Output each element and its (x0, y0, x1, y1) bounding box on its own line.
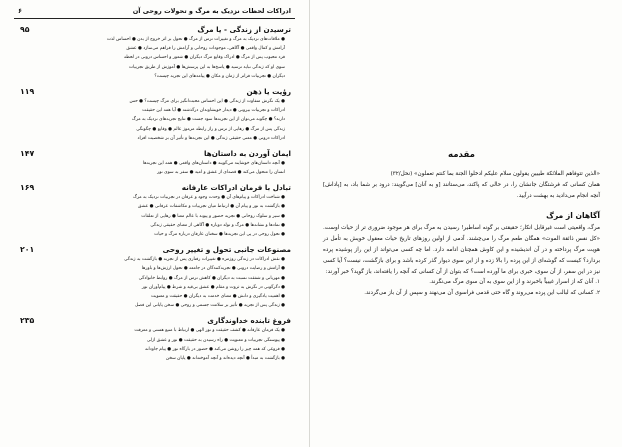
running-header (14, 6, 295, 19)
toc-subtopic-line: ● اهمیت یادگیری و دانش ● معنای خدمت به دیگران ● حقیقت و معنویت (150, 293, 285, 299)
toc-subtopic-line: سوی او که زندگی نباید ترسید ● پاسخ‌ها به این پرسش‌ها ● آموزش از طریق تجربیات (128, 64, 285, 70)
toc-page-number: ۲۰۱ (20, 245, 35, 255)
toc-chapter-title: رؤیت یا ذهن (246, 86, 291, 96)
toc-entry-header (20, 182, 291, 193)
list-item: ۱. آنان که از اسرار غیبیاً باخبرند و از این سوی به آن سوی مرگ می‌نگرند. (429, 279, 600, 286)
toc-subtopic-line: ● ملاقات‌های نزدیک به مرگ و تغییرات ترس از مرگ ● تحول بر اثر خروج از بدن ● احساس لذت (106, 37, 285, 42)
section-heading: آگاهان از مرگ (546, 211, 600, 221)
toc-subtopic-line: ● یک فرمان عارفانه ● کشف حقیقت و نور الهی ● ارتباط با منبع هستی و معرفت (134, 328, 285, 334)
toc-section (20, 86, 291, 143)
toc-chapter-title: مصنوعات جانبی تحول و تغییر روحی (162, 245, 291, 255)
toc-entry-header (20, 148, 291, 159)
toc-section (20, 315, 291, 363)
toc-page-number: ۲۳۵ (20, 316, 35, 326)
toc-page-number: ۱۱۹ (20, 86, 35, 96)
toc-entry-header (20, 244, 291, 255)
introduction (323, 150, 600, 299)
toc-subtopic-line: ادراکات درونی ● معنی حقیقی زندگی ● این تجربه‌ها و تأثیر آن بر شخصیت افراد (137, 135, 285, 141)
toc-chapter-title: تبادل با فرمان ادراکات عارفانه (181, 183, 291, 193)
page-number: ۶ (18, 7, 22, 15)
running-header-title: ادراکات لحظات نزدیک به مرگ و تحولات روحی آن (132, 7, 291, 15)
toc-subtopic-line: ● آرامش و رضایت درونی ● تجربه‌کنندگان در جامعه ● تحول ارزش‌ها و باورها (141, 266, 285, 272)
toc-chapter-title: ترسیدن از زندگی - یا مرگ (197, 25, 291, 34)
introduction-title: مقدمه (447, 150, 475, 160)
toc-subtopic-line: ● آنچه داستان‌های خوشایند می‌گویند ● داستان‌های واقعی ● همه این تجربه‌ها (142, 160, 285, 166)
toc-subtopic-line: ● بازگشت به نور و پیام آن ● ارتباط میان تجربیات و مکاشفات عرفانی ● عشق (138, 204, 285, 210)
toc-subtopic-line: فرد محبوب پس از مرگ ● ادراک وقایع مرگ دیگران ● شعور و احساس درونی در لحظه (123, 55, 285, 61)
toc-subtopic-line: آرامش و کمال واقعی ● آگاهی، موجودات روحانی و آرامش را فراهم می‌سازد ● عشق (126, 46, 285, 52)
left-page (0, 0, 310, 447)
body-paragraph: مرگ، واقعیتی است غیرقابل انکار؛ حقیقتی بر گونه اساطیر! رسیدن به مرگ برای هر موجود ضروری تر از حیات اوست. «کل نفس ذائقة الموت» همگان طعم مرگ را می‌چشند. آدمی از اولین روزهای تاریخ حیات معقول خویش به تأمل در هویت مرگ پرداخته و در آن اندیشیده و این کاوش همچنان ادامه دارد. اما چه کسی می‌تواند از این راز پوشیده پرده بردارد؟ کیست که گوشه‌ای از این پرده را بالا زده و از این سوی دیوار گذر کرده باشد و برای بازگشت، نیست؟ آیا کسی نیز در این سفر، از آن سوی، خبری برای ما آورده است؟ که بتوان از آن کسانی که آنچه را یافته‌اند، باز گوید؟ خبر آورند: (323, 225, 600, 275)
toc-section (20, 148, 291, 177)
toc-section (20, 182, 291, 239)
toc-subtopic-line: ● سیر و سلوک روحانی ● تجربه حضور و پیوند با عالم معنا ● رهایی از تعلقات (141, 213, 285, 219)
quran-verse: «الذین تتوفاهم الملائکة طیبین یقولون سلام علیکم ادخلوا الجنة بما کنتم تعملون» (نحل/۳۲) (390, 171, 600, 177)
toc-subtopic-line: دارند؟ ● چگونه می‌توان از این تجربه‌ها سود جست ● نتایج تجربه‌های نزدیک به مرگ (131, 117, 285, 123)
toc-subtopic-line: ● شناخت ادراکات و پیام‌های آن ● وحدت وجود و عرفان در تجربیات نزدیک به مرگ (132, 195, 285, 201)
toc-subtopic-line: ● یک نگرش متفاوت از زندگی ● این احساس محبت‌انگیز برای مرگ چیست؟ ● حس (129, 98, 285, 104)
toc-subtopic-line: ● پیوستگی تجربیات و معنویت ● راه رسیدن به حقیقت ● نور و عشق ازلی (146, 337, 285, 343)
toc-page-number: ۹۵ (20, 25, 30, 34)
toc-section (20, 244, 291, 310)
toc-entry-header (20, 24, 291, 35)
toc-section (20, 24, 291, 81)
toc-chapter-title: ایمان آوردن به داستان‌ها (204, 148, 291, 158)
toc-subtopic-line: ● زندگی پس از تجربه ● تأثیر بر سلامت جسمی و روحی ● سخن پایانی این فصل (134, 303, 285, 309)
list-item: ۲. کسانی که لبالب این پرده می‌روند و گاه حتی قدمی فراسوی آن می‌نهند و سپس از آن باز می‌گردند. (364, 290, 600, 297)
toc-entry-header (20, 315, 291, 326)
toc-subtopic-line: زندگی پس از مرگ ● رهایی از ترس و راز رابطه مرموز عالم ● وقایع ● چگونگی (136, 126, 285, 132)
toc-chapter-title: فروغ تابنده خداوندگاری (207, 316, 291, 326)
right-page (311, 0, 622, 447)
toc-entry-header (20, 86, 291, 97)
toc-page-number: ۱۶۹ (20, 183, 35, 193)
toc-subtopic-line: ● فروغی که همه چیز را روشن می‌کند ● حضور در بارگاه نور ● پیام جاودانه (144, 346, 285, 352)
toc-subtopic-line: ● دگرگونی در نگرش به ثروت و مقام ● عشق بی‌قید و شرط ● پیام‌آوران نور (141, 284, 285, 290)
toc-subtopic-line: ● بازگشت به مبدأ ● آنچه دیده‌اند و آنچه آموخته‌اند ● پایان سخن (165, 355, 285, 361)
toc-subtopic-line: ● نقش ادراکات در زندگی روزمره ● تغییرات رفتاری پس از تجربه ● بازگشت به زندگی (124, 257, 285, 263)
toc-subtopic-line: دیگران ● تجربیات فراتر از زمان و مکان ● پیامدهای این تجربه چیست؟ (154, 73, 285, 79)
toc-subtopic-line: ● مهربانی و شفقت نسبت به دیگران ● کاهش ترس از مرگ ● روابط خانوادگی (138, 275, 285, 281)
toc-subtopic-line: ● تحول روحی در پی این تجربه‌ها ● سخنان عارفان درباره مرگ و حیات (154, 232, 285, 237)
toc-subtopic-line: ● نمادها و نشانه‌ها ● مرگ و تولد دوباره ● آگاهی از معنای حقیقی زندگی (150, 222, 285, 228)
toc-page-number: ۱۴۷ (20, 148, 35, 158)
toc-subtopic-line: انسان را متحول می‌کند ● قصه‌ای از عشق و امید ● سفر به سوی نور (157, 170, 285, 176)
toc-subtopic-line: ادراکات و تجربیات بیرونی ● دیدار خویشاوندان درگذشته ● آیا همه این حقیقت (142, 108, 285, 114)
table-of-contents (20, 24, 291, 441)
verse-translation: همان کسانی که فرشتگان جانشان را، در حالی که پاکند، می‌ستانند [و به آنان] می‌گویند: درود بر شما باد، به [پاداش] آنچه انجام می‌دادید به بهشت درآیید. (323, 181, 600, 199)
numbered-list (323, 277, 600, 299)
